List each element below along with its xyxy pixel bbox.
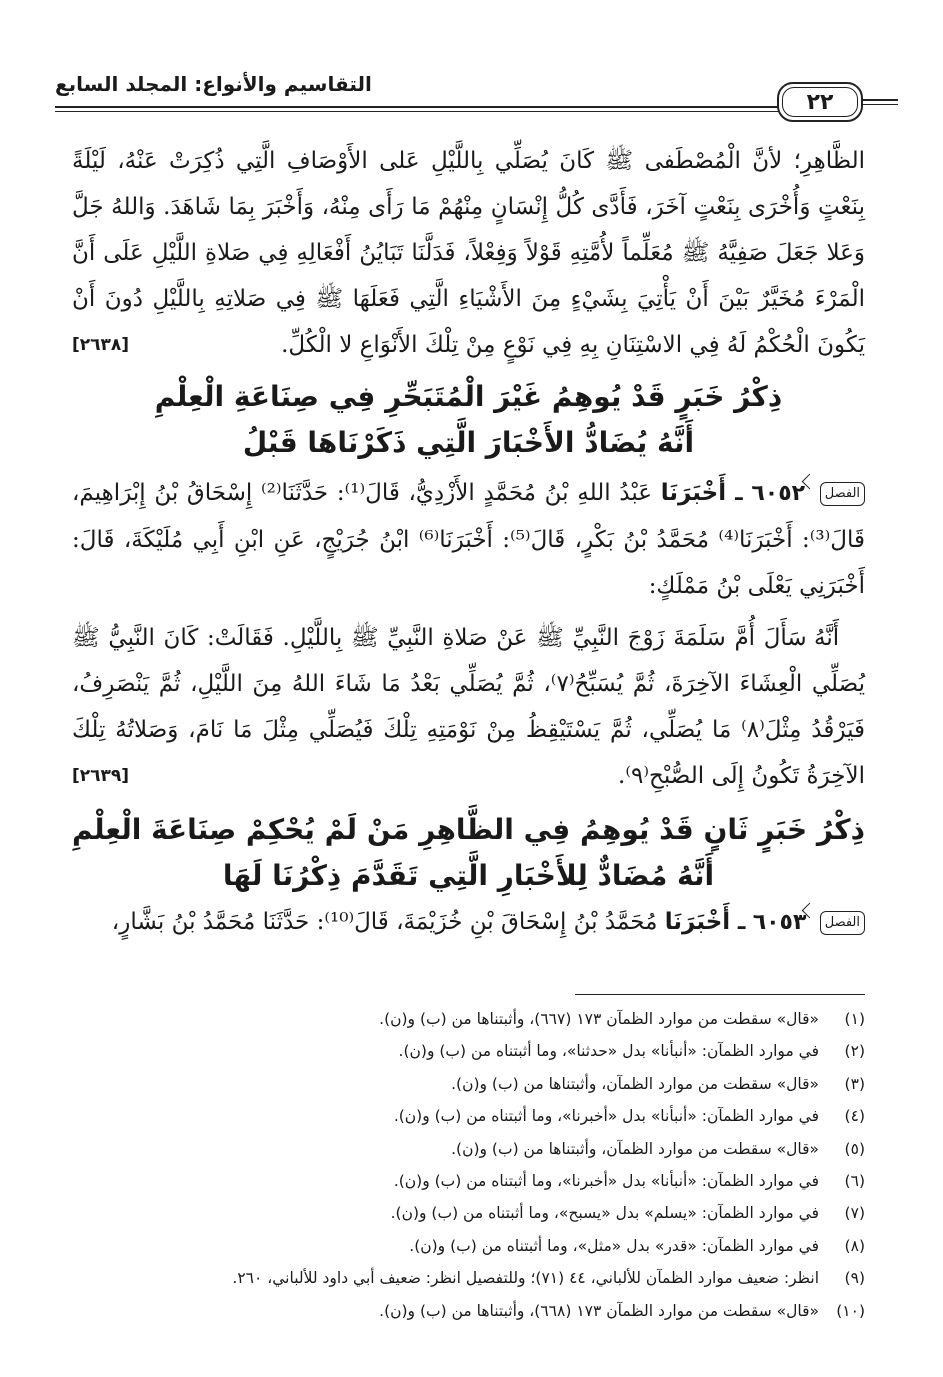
hadith-6052-matn bbox=[72, 615, 865, 799]
hadith-number: ٦٠٥٣ bbox=[752, 910, 807, 935]
footnote-text: انظر: ضعيف موارد الظمآن للألباني، ٤٤ (٧١)؛ وللتفصيل انظر: ضعيف أبي داود للألباني، ٢٦٠. bbox=[232, 1269, 819, 1288]
running-title: التقاسيم والأنواع: المجلد السابع bbox=[55, 72, 372, 96]
footnote-text: «قال» سقطت من موارد الظمآن، وأثبتناها من (ب) و(ن). bbox=[451, 1139, 819, 1158]
hadith-reference: [٢٦٣٩] bbox=[72, 766, 130, 786]
section-badge: الفصل bbox=[820, 482, 865, 506]
hadith-reference: [٢٦٣٨] bbox=[72, 335, 130, 355]
footnote-number: (٤) bbox=[844, 1107, 865, 1126]
footnotes bbox=[80, 1003, 865, 1327]
isnad-text: عَبْدُ اللهِ بْنُ مُحَمَّدٍ الأَزْدِيُّ، قَالَ⁽¹⁾: حَدَّثَنَا⁽²⁾ إِسْحَاقُ بْنُ إِبْرَاهِيمَ، قَالَ⁽³⁾: أَخْبَرَنَا⁽⁴⁾ مُحَمَّدُ بْنُ بَكْرٍ، قَالَ⁽⁵⁾: أَخْبَرَنَا⁽⁶⁾ ابْنُ جُرَيْجٍ، عَنِ ابْنِ أَبِي مُلَيْكَةَ، قَالَ: أَخْبَرَنِي يَعْلَى بْنُ مَمْلَكٍ: bbox=[72, 480, 865, 599]
footnote bbox=[80, 1133, 865, 1165]
footnote bbox=[80, 1068, 865, 1100]
footnote-number: (٧) bbox=[844, 1204, 865, 1223]
footnote bbox=[80, 1295, 865, 1327]
page-number bbox=[777, 82, 863, 122]
footnote-number: (٦) bbox=[844, 1172, 865, 1191]
footnote-number: (٣) bbox=[844, 1074, 865, 1093]
paragraph-intro bbox=[72, 138, 865, 368]
isnad-text: مُحَمَّدُ بْنُ إِسْحَاقَ بْنِ خُزَيْمَةَ، قَالَ⁽¹⁰⁾: حَدَّثَنَا مُحَمَّدُ بْنُ بَشَّارٍ، bbox=[111, 909, 658, 935]
footnote-number: (٥) bbox=[844, 1139, 865, 1158]
footnote-number: (٩) bbox=[844, 1269, 865, 1288]
footnote-number: (١) bbox=[844, 1010, 865, 1028]
footnote-text: «قال» سقطت من موارد الظمآن ١٧٣ (٦٦٧)، وأثبتناها من (ب) و(ن). bbox=[379, 1010, 819, 1028]
footnote bbox=[80, 1230, 865, 1262]
section-badge: الفصل bbox=[820, 911, 865, 935]
hadith-6053-isnad: الفصل ٦٠٥٣ ـ أَخْبَرَنَا مُحَمَّدُ بْنُ إِسْحَاقَ بْنِ خُزَيْمَةَ، قَالَ⁽¹⁰⁾: حَدَّثَنَا مُحَمَّدُ بْنُ بَشَّارٍ، bbox=[72, 899, 865, 946]
header-rule-thin bbox=[55, 111, 803, 112]
chapter-heading-1-line-2: أَنَّهُ يُضَادُّ الأَخْبَارَ الَّتِي ذَكَرْنَاهَا قَبْلُ bbox=[242, 426, 695, 459]
footnote bbox=[80, 1197, 865, 1229]
footnote-text: في موارد الظمآن: «أنبأنا» بدل «أخبرنا»، وما أثبتناه من (ب) و(ن). bbox=[393, 1172, 819, 1191]
footnote-text: في موارد الظمآن: «قدر» بدل «مثل»، وما أثبتناه من (ب) و(ن). bbox=[409, 1236, 819, 1255]
hadith-number: ٦٠٥٢ bbox=[751, 481, 806, 506]
chapter-heading-2-line-2: أَنَّهُ مُضَادٌّ لِلأَخْبَارِ الَّتِي تَقَدَّمَ ذِكْرُنَا لَهَا bbox=[222, 859, 715, 892]
footnote-number: (٢) bbox=[844, 1042, 865, 1061]
section-badge-icon bbox=[814, 899, 865, 945]
footnote bbox=[80, 1100, 865, 1132]
chapter-heading-1-line-1: ذِكْرُ خَبَرٍ قَدْ يُوهِمُ غَيْرَ الْمُتَبَحِّرِ فِي صِنَاعَةِ الْعِلْمِ bbox=[154, 380, 783, 413]
footnote-number: (١٠) bbox=[836, 1301, 865, 1320]
footnote-number: (٨) bbox=[844, 1236, 865, 1255]
hadith-6052-isnad: الفصل ٦٠٥٢ ـ أَخْبَرَنَا عَبْدُ اللهِ بْنُ مُحَمَّدٍ الأَزْدِيُّ، قَالَ⁽¹⁾: حَدَّثَنَا⁽²⁾ إِسْحَاقُ بْنُ إِبْرَاهِيمَ، قَالَ⁽³⁾: أَخْبَرَنَا⁽⁴⁾ مُحَمَّدُ بْنُ بَكْرٍ، قَالَ⁽⁵⁾: أَخْبَرَنَا⁽⁶⁾ ابْنُ جُرَيْجٍ، عَنِ ابْنِ أَبِي مُلَيْكَةَ، قَالَ: أَخْبَرَنِي يَعْلَى بْنُ مَمْلَكٍ: bbox=[72, 470, 865, 609]
footnote-text: «قال» سقطت من موارد الظمآن ١٧٣ (٦٦٨)، وأثبتناها من (ب) و(ن). bbox=[379, 1301, 819, 1320]
footnote bbox=[80, 1003, 865, 1035]
paragraph-intro-text: الظَّاهِرِ؛ لأنَّ الْمُصْطَفى ﷺ كَانَ يُصَلِّي بِاللَّيْلِ عَلى الأَوْصَافِ الَّتِي ذُكِرَتْ عَنْهُ، لَيْلَةً بِنَعْتٍ وَأُخْرَى بِنَعْتٍ آخَرَ، فَأَدَّى كُلُّ إِنْسَانٍ مِنْهُمْ مَا رَأَى مِنْهُ، وَأَخْبَرَ بِمَا شَاهَدَ. وَاللهُ جَلَّ وَعَلا جَعَلَ صَفِيَّهُ ﷺ مُعَلِّماً لأُمَّتِهِ قَوْلاً وَفِعْلاً، فَدَلَّنَا تَبَايُنُ أَفْعَالِهِ فِي صَلاةِ اللَّيْلِ عَلَى أَنَّ الْمَرْءَ مُخَيَّرٌ بَيْنَ أَنْ يَأْتِيَ بِشَيْءٍ مِنَ الأَشْيَاءِ الَّتِي فَعَلَهَا ﷺ فِي صَلاتِهِ بِاللَّيْلِ دُونَ أَنْ يَكُونَ الْحُكْمُ لَهُ فِي الاسْتِنَانِ بِهِ فِي نَوْعٍ مِنْ تِلْكَ الأَنْوَاعِ لا الْكُلِّ. bbox=[72, 148, 865, 358]
footnote-text: «قال» سقطت من موارد الظمآن، وأثبتناها من (ب) و(ن). bbox=[451, 1074, 819, 1093]
footnote bbox=[80, 1035, 865, 1067]
footnote-rule bbox=[575, 994, 865, 995]
footnote bbox=[80, 1262, 865, 1294]
footnote-text: في موارد الظمآن: «يسلم» بدل «يسبح»، وما أثبتناه من (ب) و(ن). bbox=[390, 1204, 819, 1223]
footnote-text: في موارد الظمآن: «أنبأنا» بدل «أخبرنا»، وما أثبتناه من (ب) و(ن). bbox=[393, 1107, 819, 1126]
page-number-ornament bbox=[858, 99, 898, 101]
page-number-text: ٢٢ bbox=[806, 89, 834, 115]
section-badge-icon bbox=[814, 470, 865, 516]
chapter-heading-2-line-1: ذِكْرُ خَبَرٍ ثَانٍ قَدْ يُوهِمُ فِي الظَّاهِرِ مَنْ لَمْ يُحْكِمْ صِنَاعَةَ الْعِلْمِ bbox=[72, 813, 865, 846]
akhbarana-word: أَخْبَرَنَا bbox=[660, 480, 727, 506]
footnote bbox=[80, 1165, 865, 1197]
matn-text: أَنَّهُ سَأَلَ أُمَّ سَلَمَةَ زَوْجَ النَّبِيِّ ﷺ عَنْ صَلاةِ النَّبِيِّ ﷺ بِاللَّيْلِ. فَقَالَتْ: كَانَ النَّبِيُّ ﷺ يُصَلِّي الْعِشَاءَ الآخِرَةَ، ثُمَّ يُسَبِّحُ⁽٧⁾، ثُمَّ يُصَلِّي بَعْدُ مَا شَاءَ اللهُ مِنَ اللَّيْلِ، ثُمَّ يَنْصَرِفُ، فَيَرْقُدُ مِثْلَ⁽٨⁾ مَا يُصَلِّي، ثُمَّ يَسْتَيْقِظُ مِنْ نَوْمَتِهِ تِلْكَ فَيُصَلِّي مِثْلَ مَا نَامَ، وَصَلاتُهُ تِلْكَ الآخِرَةُ تَكُونُ إِلَى الصُّبْحِ⁽٩⁾. bbox=[72, 625, 866, 789]
akhbarana-word: أَخْبَرَنَا bbox=[664, 909, 731, 935]
footnote-text: في موارد الظمآن: «أنبأنا» بدل «حدثنا»، وما أثبتناه من (ب) و(ن). bbox=[398, 1042, 819, 1061]
header-rule bbox=[55, 106, 803, 108]
page-body bbox=[72, 138, 865, 946]
page-number-ornament-thin bbox=[858, 104, 898, 105]
